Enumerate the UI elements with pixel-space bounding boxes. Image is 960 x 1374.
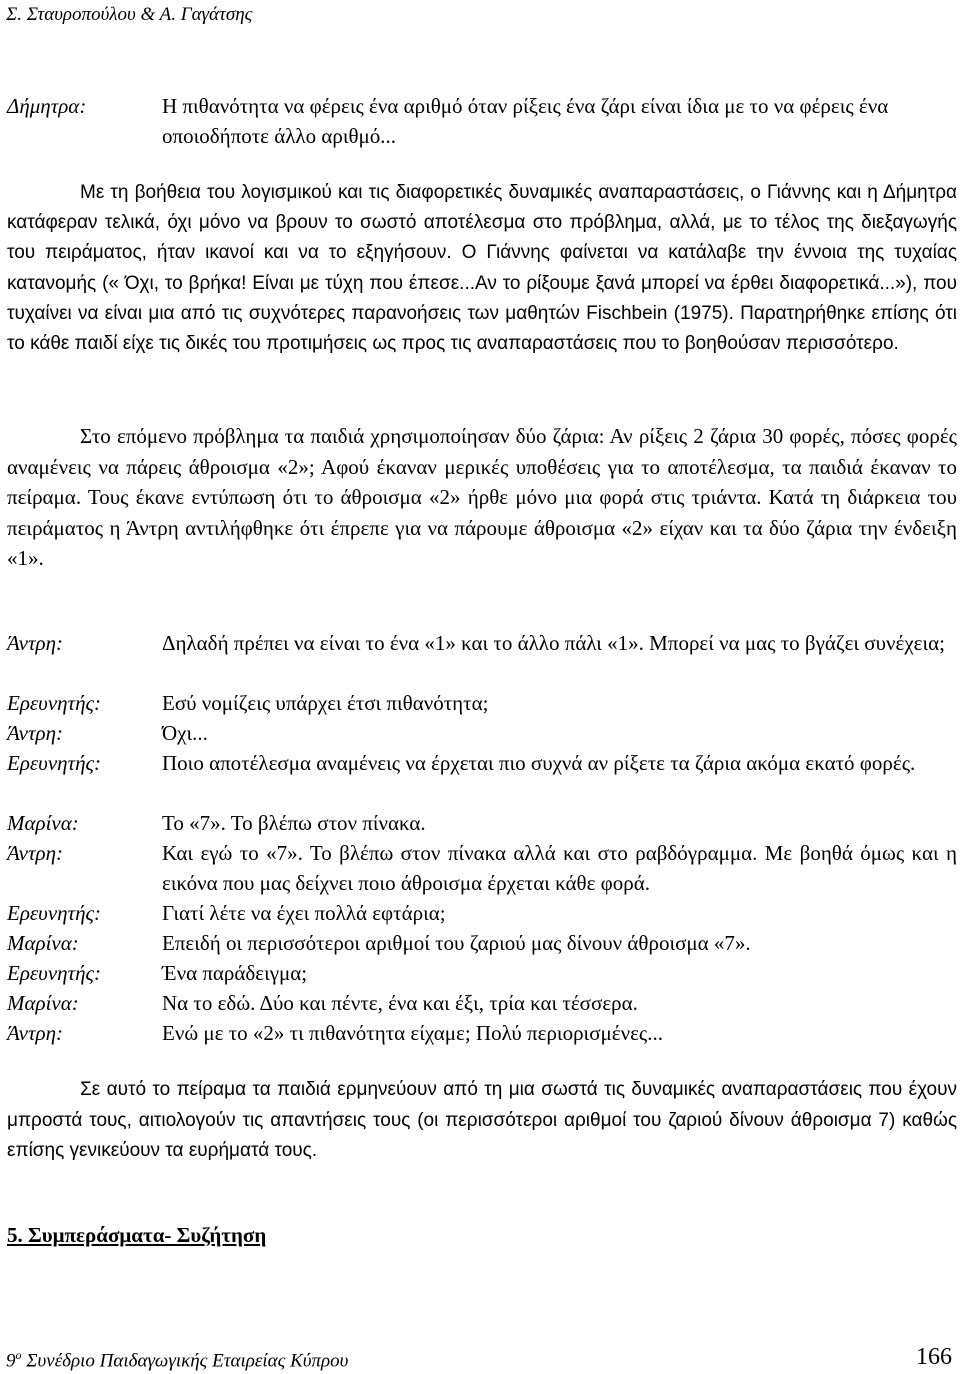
dialogue-utterance: Να το εδώ. Δύο και πέντε, ένα και έξι, τρία και τέσσερα.	[162, 991, 638, 1015]
paragraph-3: Σε αυτό το πείραμα τα παιδιά ερμηνεύουν από τη μια σωστά τις δυναμικές αναπαραστάσεις που έχουν μπροστά τους, αιτιολογούν τις απαντήσεις τους (οι περισσότεροι αριθμοί του ζαριού δίνουν άθροισμα 7) καθώς επίσης γενικεύουν τα ευρήματά τους.	[7, 1079, 957, 1161]
dialogue-utterance: Επειδή οι περισσότεροι αριθμοί του ζαριού μας δίνουν άθροισμα «7».	[162, 931, 751, 955]
paragraph-2: Στο επόμενο πρόβλημα τα παιδιά χρησιμοποίησαν δύο ζάρια: Αν ρίξεις 2 ζάρια 30 φορές, πόσες φορές αναμένεις να πάρεις άθροισμα «2»; Αφού έκαναν μερικές υποθέσεις για το αποτέλεσμα, τα παιδιά έκαναν το πείραμα. Τους έκανε εντύπωση ότι το άθροισμα «2» ήρθε μόνο μια φορά στις τριάντα. Κατά τη διάρκεια του πειράματος η Άντρη αντιλήφθηκε ότι έπρεπε για να πάρουμε άθροισμα «2» είχαν και τα δύο ζάρια την ένδειξη «1».	[7, 424, 957, 570]
page-number: 166	[916, 1344, 952, 1370]
dialogue-speaker: Μαρίνα:	[7, 931, 79, 955]
dialogue-speaker: Άντρη:	[7, 841, 63, 865]
dialogue-utterance: Ενώ με το «2» τι πιθανότητα είχαμε; Πολύ περιορισμένες...	[162, 1021, 663, 1045]
intro-speaker: Δήμητρα:	[7, 94, 87, 118]
dialogue-utterance: Γιατί λέτε να έχει πολλά εφτάρια;	[162, 901, 446, 925]
intro-utterance: Η πιθανότητα να φέρεις ένα αριθμό όταν ρίξεις ένα ζάρι είναι ίδια με το να φέρεις ένα οποιοδήποτε άλλο αριθμό...	[162, 94, 889, 148]
dialogue-speaker: Ερευνητής:	[7, 751, 102, 775]
dialogue-speaker: Άντρη:	[7, 631, 63, 655]
dialogue-speaker: Ερευνητής:	[7, 961, 102, 985]
dialogue-utterance: Και εγώ το «7». Το βλέπω στον πίνακα αλλά και στο ραβδόγραμμα. Με βοηθά όμως και η εικόνα που μας δείχνει ποιο άθροισμα έρχεται κάθε φορά.	[162, 841, 957, 895]
dialogue-speaker: Άντρη:	[7, 1021, 63, 1045]
footer-conference-name: Συνέδριο Παιδαγωγικής Εταιρείας Κύπρου	[26, 1350, 349, 1372]
dialogue-speaker: Μαρίνα:	[7, 991, 79, 1015]
dialogue-speaker: Μαρίνα:	[7, 811, 79, 835]
dialogue-speaker: Ερευνητής:	[7, 901, 102, 925]
dialogue-utterance: Όχι...	[162, 721, 208, 745]
dialogue-utterance: Ποιο αποτέλεσμα αναμένεις να έρχεται πιο συχνά αν ρίξετε τα ζάρια ακόμα εκατό φορές.	[162, 751, 916, 775]
running-header: Σ. Σταυροπούλου & Α. Γαγάτσης	[6, 4, 253, 25]
dialogue-utterance: Το «7». Το βλέπω στον πίνακα.	[162, 811, 426, 835]
footer-ordinal: 9	[6, 1350, 16, 1372]
footer-conference	[6, 1348, 348, 1372]
dialogue-speaker: Ερευνητής:	[7, 691, 102, 715]
footer-ordinal-suffix: ο	[15, 1348, 22, 1362]
paragraph-1: Με τη βοήθεια του λογισμικού και τις διαφορετικές δυναμικές αναπαραστάσεις, ο Γιάννης και η Δήμητρα κατάφεραν τελικά, όχι μόνο να βρουν το σωστό αποτέλεσμα στο πρόβλημα, αλλά, με το τέλος της διεξαγωγής του πειράματος, ήταν ικανοί και να το εξηγήσουν. Ο Γιάννης φαίνεται να κατάλαβε την έννοια της τυχαίας κατανομής (« Όχι, το βρήκα! Είναι με τύχη που έπεσε...Αν το ρίξουμε ξανά μπορεί να έρθει διαφορετικά...»), που τυχαίνει να είναι μια από τις συχνότερες παρανοήσεις των μαθητών Fischbein (1975). Παρατηρήθηκε επίσης ότι το κάθε παιδί είχε τις δικές του προτιμήσεις ως προς τις αναπαραστάσεις που το βοηθούσαν περισσότερο.	[7, 182, 957, 355]
section-heading: 5. Συμπεράσματα- Συζήτηση	[7, 1223, 267, 1247]
dialogue-utterance: Εσύ νομίζεις υπάρχει έτσι πιθανότητα;	[162, 691, 489, 715]
dialogue-utterance: Ένα παράδειγμα;	[162, 961, 308, 985]
dialogue-utterance: Δηλαδή πρέπει να είναι το ένα «1» και το άλλο πάλι «1». Μπορεί να μας το βγάζει συνέχεια;	[162, 631, 945, 655]
dialogue-speaker: Άντρη:	[7, 721, 63, 745]
